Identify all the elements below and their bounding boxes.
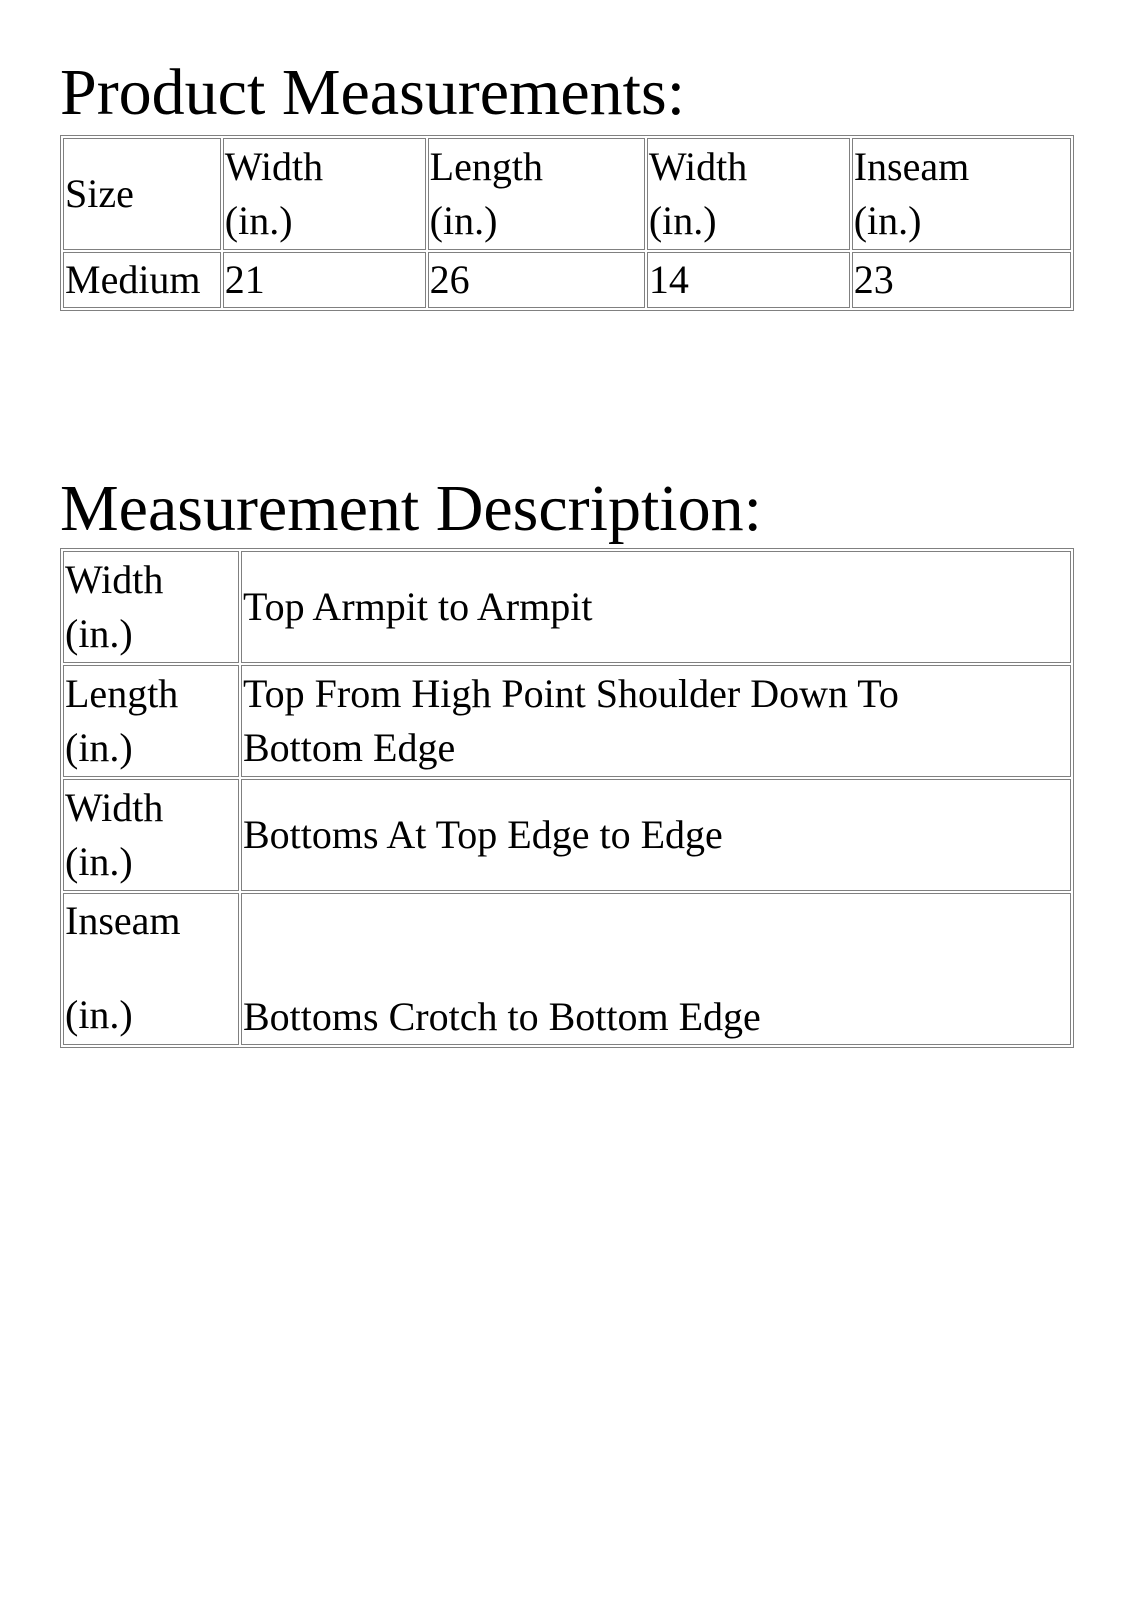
table-row bbox=[63, 665, 1071, 777]
cell-width-bottom: 14 bbox=[647, 252, 850, 308]
cell-size: Medium bbox=[63, 252, 221, 308]
header-cell-inseam: Inseam (in.) bbox=[852, 138, 1071, 250]
description-text: Bottoms At Top Edge to Edge bbox=[241, 779, 1071, 891]
measurement-description-heading: Measurement Description: bbox=[60, 472, 762, 545]
description-term: Inseam (in.) bbox=[63, 893, 239, 1045]
table-row bbox=[63, 779, 1071, 891]
measurement-description-table bbox=[60, 548, 1074, 1048]
table-header-row bbox=[63, 138, 1071, 250]
description-text: Top From High Point Shoulder Down To Bottom Edge bbox=[241, 665, 1071, 777]
description-term: Width (in.) bbox=[63, 551, 239, 663]
table-row bbox=[63, 252, 1071, 308]
product-measurements-heading: Product Measurements: bbox=[60, 56, 686, 129]
header-cell-width-bottom: Width (in.) bbox=[647, 138, 850, 250]
description-term: Length (in.) bbox=[63, 665, 239, 777]
description-text: Top Armpit to Armpit bbox=[241, 551, 1071, 663]
header-cell-size: Size bbox=[63, 138, 221, 250]
header-cell-width-top: Width (in.) bbox=[223, 138, 426, 250]
cell-width-top: 21 bbox=[223, 252, 426, 308]
cell-inseam: 23 bbox=[852, 252, 1071, 308]
cell-length: 26 bbox=[428, 252, 645, 308]
product-measurements-table bbox=[60, 135, 1074, 311]
table-row bbox=[63, 551, 1071, 663]
description-text: Bottoms Crotch to Bottom Edge bbox=[241, 893, 1071, 1045]
header-cell-length: Length (in.) bbox=[428, 138, 645, 250]
description-term: Width (in.) bbox=[63, 779, 239, 891]
table-row bbox=[63, 893, 1071, 1045]
